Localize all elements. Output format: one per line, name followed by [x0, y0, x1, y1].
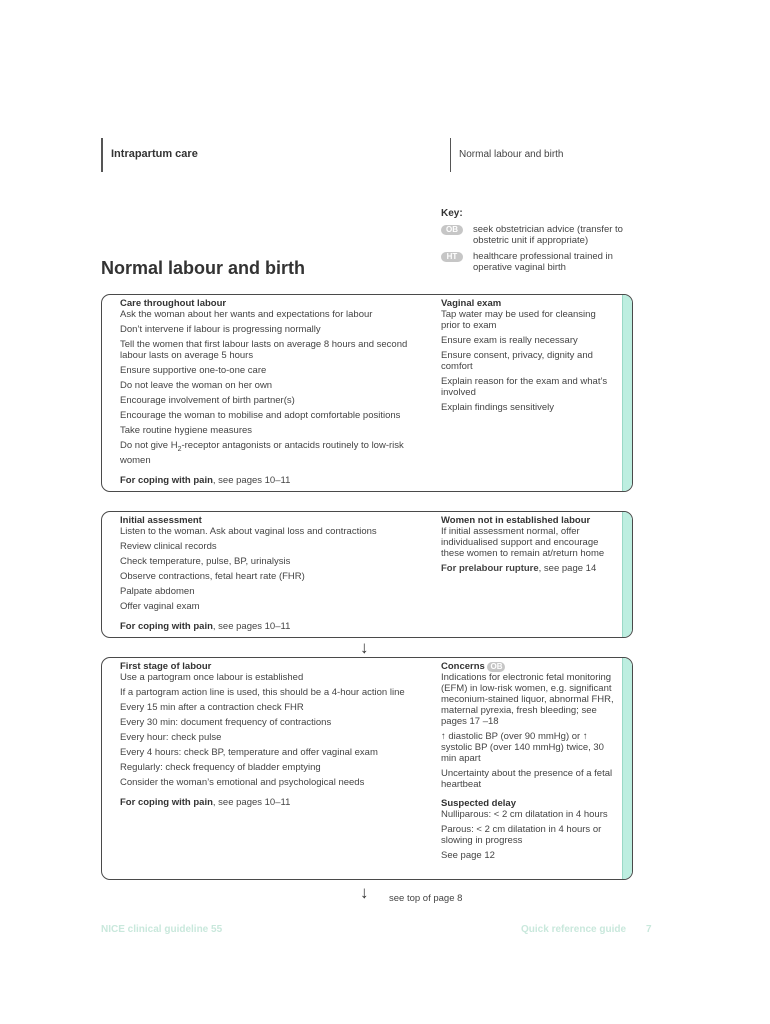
list-item: Encourage involvement of birth partner(s)	[120, 395, 295, 406]
section-title: Vaginal exam	[441, 298, 502, 309]
page-number: 7	[646, 924, 652, 935]
list-item: Every 15 min after a contraction check FHR	[120, 702, 304, 713]
list-item: Every hour: check pulse	[120, 732, 222, 743]
footer-guide-title: Quick reference guide	[521, 924, 627, 935]
header-divider-right	[450, 138, 451, 172]
header-section: Intrapartum care	[111, 148, 198, 160]
list-item: Ensure consent, privacy, dignity and comfort	[441, 350, 593, 372]
h2-subscript: 2	[177, 445, 182, 453]
list-item: Observe contractions, fetal heart rate (FHR)	[120, 571, 305, 582]
footer-guideline: NICE clinical guideline 55	[101, 924, 223, 935]
key-item-text: healthcare professional trained in operative vaginal birth	[473, 251, 613, 273]
not-established-column	[441, 515, 617, 578]
down-arrow-icon: ↓	[360, 883, 369, 902]
continuation-note: see top of page 8	[389, 893, 463, 904]
list-item: Ensure exam is really necessary	[441, 335, 578, 346]
care-column	[120, 298, 425, 486]
pain-reference	[120, 797, 425, 808]
list-item: Consider the woman’s emotional and psychological needs	[120, 777, 365, 788]
list-item: Explain reason for the exam and what’s involved	[441, 376, 608, 398]
list-item: Don’t intervene if labour is progressing normally	[120, 324, 321, 335]
key-item-ht	[441, 251, 641, 273]
list-item: Use a partogram once labour is established	[120, 672, 304, 683]
ob-badge-icon: OB	[441, 225, 463, 235]
concerns-column	[441, 661, 617, 865]
list-item: Every 4 hours: check BP, temperature and offer vaginal exam	[120, 747, 378, 758]
h2-suffix: -receptor antagonists or antacids routinely to low-risk women	[120, 440, 404, 466]
list-item: Do not leave the woman on her own	[120, 380, 273, 391]
reference-text: , see pages 10–11	[212, 474, 291, 486]
h2-prefix: Do not give H	[120, 440, 178, 451]
section-title: Women not in established labour	[441, 515, 591, 526]
first-stage-box	[101, 657, 633, 880]
ht-badge-icon: HT	[441, 252, 463, 262]
list-item: ↑ diastolic BP (over 90 mmHg) or ↑ systolic BP (over 140 mmHg) twice, 30 min apart	[441, 731, 604, 764]
list-item: Tap water may be used for cleansing prior to exam	[441, 309, 596, 331]
list-item: Ask the woman about her wants and expectations for labour	[120, 309, 373, 320]
list-item: Every 30 min: document frequency of contractions	[120, 717, 332, 728]
reference-text: , see pages 10–11	[212, 621, 291, 632]
list-item: Encourage the woman to mobilise and adopt comfortable positions	[120, 410, 401, 421]
ob-badge-icon: OB	[487, 662, 505, 672]
list-item: Palpate abdomen	[120, 586, 195, 597]
vaginal-exam-column	[441, 298, 617, 417]
reference-bold: For prelabour rupture	[441, 563, 539, 574]
list-item: If initial assessment normal, offer individualised support and encourage these women to remain at/return home	[441, 526, 605, 559]
reference-bold: For coping with pain	[120, 797, 213, 808]
initial-assessment-box	[101, 511, 633, 638]
reference-bold: For coping with pain	[120, 474, 213, 486]
pain-reference	[120, 475, 425, 486]
list-item: Explain findings sensitively	[441, 402, 555, 413]
page-title: Normal labour and birth	[101, 258, 306, 278]
key-item-text: seek obstetrician advice (transfer to obstetric unit if appropriate)	[473, 224, 623, 246]
list-item: Regularly: check frequency of bladder emptying	[120, 762, 321, 773]
prelabour-reference	[441, 563, 617, 574]
list-item: See page 12	[441, 850, 495, 861]
list-item: Offer vaginal exam	[120, 601, 200, 612]
key-title: Key:	[441, 208, 463, 219]
list-item: Ensure supportive one-to-one care	[120, 365, 267, 376]
key-legend	[441, 208, 641, 278]
header-divider-left	[101, 138, 103, 172]
assessment-column	[120, 515, 425, 632]
first-stage-column	[120, 661, 425, 808]
section-title: Initial assessment	[120, 515, 202, 526]
section-title: Concerns	[441, 661, 485, 672]
list-item: If a partogram action line is used, this should be a 4-hour action line	[120, 687, 405, 698]
key-item-ob	[441, 224, 641, 246]
list-item: Indications for electronic fetal monitoring (EFM) in low-risk women, e.g. significant meconium-stained liquor, abnormal FHR, maternal pyrexia, fresh bleeding; see pages 17 –18	[441, 672, 614, 727]
section-title: Suspected delay	[441, 798, 516, 809]
pain-reference	[120, 621, 425, 632]
section-title: First stage of labour	[120, 661, 212, 672]
care-throughout-labour-box	[101, 294, 633, 492]
reference-text: , see pages 10–11	[212, 797, 291, 808]
list-item: Check temperature, pulse, BP, urinalysis	[120, 556, 291, 567]
list-item: Take routine hygiene measures	[120, 425, 253, 436]
reference-text: , see page 14	[538, 563, 597, 574]
reference-bold: For coping with pain	[120, 621, 213, 632]
list-item: Uncertainty about the presence of a fetal heartbeat	[441, 768, 613, 790]
list-item: Nulliparous: < 2 cm dilatation in 4 hours	[441, 809, 608, 820]
section-title: Care throughout labour	[120, 298, 227, 309]
list-item: Review clinical records	[120, 541, 217, 552]
list-item: Listen to the woman. Ask about vaginal loss and contractions	[120, 526, 377, 537]
down-arrow-icon: ↓	[360, 638, 369, 657]
list-item: Tell the women that first labour lasts on average 8 hours and second labour lasts on average 5 hours	[120, 339, 408, 361]
list-item-h2	[120, 440, 425, 466]
header-topic: Normal labour and birth	[459, 149, 564, 160]
concerns-title-row	[441, 661, 617, 672]
list-item: Parous: < 2 cm dilatation in 4 hours or slowing in progress	[441, 824, 602, 846]
